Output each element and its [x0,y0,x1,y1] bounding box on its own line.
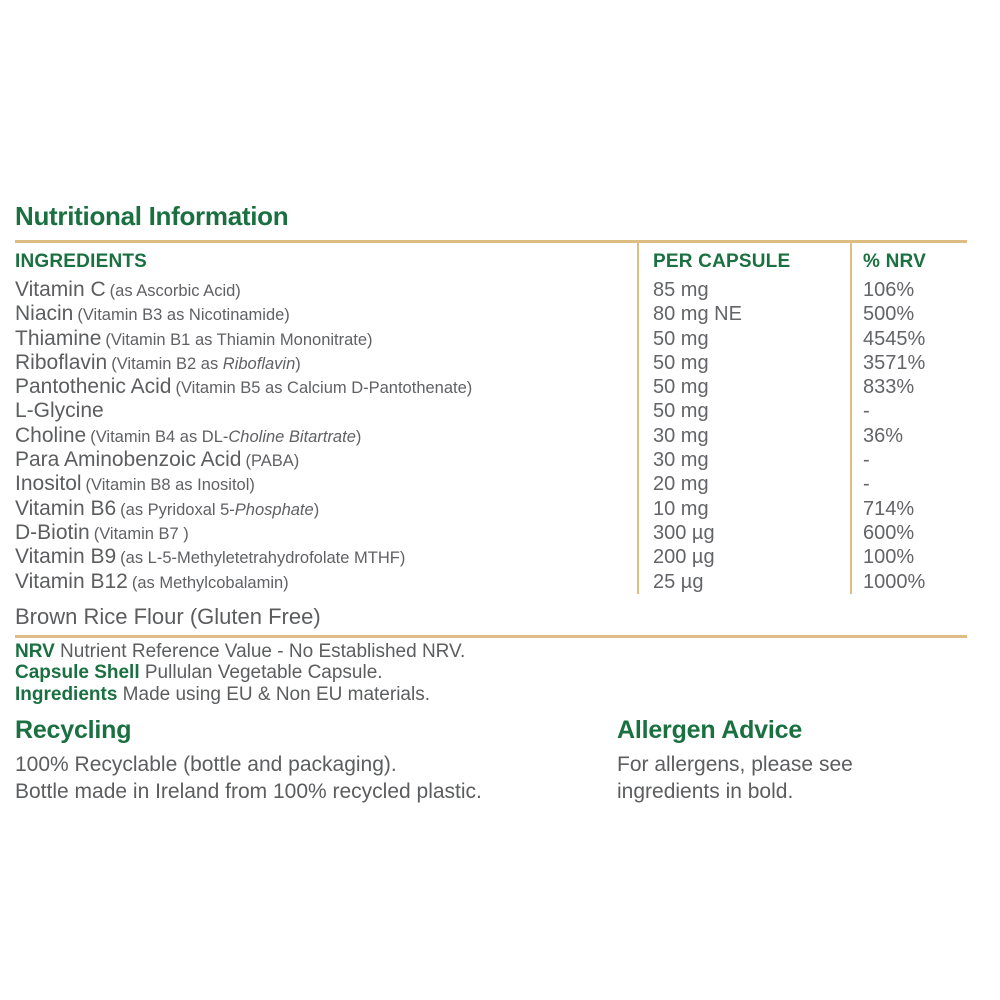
table-row [15,278,967,302]
amount-value: 50 mg [653,351,709,374]
nrv-value: 36% [863,424,904,447]
ingredient-name: Inositol [15,472,82,496]
amount-value: 20 mg [653,473,709,496]
nrv-value: - [863,400,870,423]
table-row [15,424,967,448]
footnote-ingredients: Ingredients Made using EU & Non EU materials. [15,683,430,705]
table-row [15,521,967,545]
amount-value: 50 mg [653,400,709,423]
amount-value: 80 mg NE [653,303,742,326]
ingredient-name: Vitamin B6 [15,496,117,520]
ingredient-name: Riboflavin [15,350,108,374]
ingredient-name: Vitamin B12 [15,569,128,593]
page-title: Nutritional Information [15,201,289,231]
base-ingredient: Brown Rice Flour (Gluten Free) [15,604,321,629]
recycling-line: Bottle made in Ireland from 100% recycled plastic. [15,779,482,803]
table-row [15,472,967,496]
footnote-capsule-shell: Capsule Shell Pullulan Vegetable Capsule. [15,662,383,684]
ingredient-name: Niacin [15,302,74,326]
table-header-row [15,243,967,278]
ingredient-detail: (Vitamin B2 as Riboflavin) [111,354,301,373]
table-row [15,351,967,375]
header-per-capsule: PER CAPSULE [653,251,791,272]
ingredient-name: Vitamin B9 [15,545,117,569]
table-row [15,302,967,326]
table-row [15,375,967,399]
ingredient-detail: (PABA) [245,452,300,471]
ingredient-detail: (as Methylcobalamin) [131,573,289,592]
table-row [15,448,967,472]
ingredient-detail: (Vitamin B1 as Thiamin Mononitrate) [105,330,373,349]
divider-bottom [15,635,967,638]
header-nrv: % NRV [863,251,926,272]
amount-value: 50 mg [653,327,709,350]
ingredient-detail: (Vitamin B4 as DL-Choline Bitartrate) [90,427,362,446]
allergen-line: ingredients in bold. [617,779,794,803]
ingredient-detail: (Vitamin B5 as Calcium D-Pantothenate) [175,379,473,398]
table-row [15,545,967,569]
ingredient-detail: (Vitamin B7 ) [93,524,189,543]
header-ingredients: INGREDIENTS [15,251,148,272]
amount-value: 25 µg [653,570,704,593]
ingredient-name: L-Glycine [15,399,104,423]
allergen-line: For allergens, please see [617,753,853,776]
nrv-value: 1000% [863,570,926,593]
amount-value: 30 mg [653,449,709,472]
footnotes [15,641,465,705]
nrv-value: - [863,449,870,472]
amount-value: 85 mg [653,279,709,301]
nrv-value: 714% [863,497,915,520]
amount-value: 200 µg [653,546,715,569]
column-divider-1 [637,243,639,594]
amount-value: 50 mg [653,376,709,399]
amount-value: 30 mg [653,424,709,447]
nutrition-table [15,243,967,594]
ingredient-name: D-Biotin [15,520,90,544]
table-row [15,497,967,521]
ingredient-name: Thiamine [15,326,102,350]
ingredient-name: Para Aminobenzoic Acid [15,448,242,472]
nrv-value: 106% [863,279,915,301]
ingredient-detail: (as Pyridoxal 5-Phosphate) [120,500,320,519]
nrv-value: 3571% [863,351,926,374]
recycling-heading: Recycling [15,716,132,744]
ingredient-name: Choline [15,423,87,447]
nrv-value: 4545% [863,327,926,350]
column-divider-2 [850,243,852,594]
table-row [15,327,967,351]
ingredient-name: Pantothenic Acid [15,375,172,399]
allergen-heading: Allergen Advice [617,716,803,744]
table-row [15,399,967,423]
nrv-value: 600% [863,521,915,544]
ingredient-detail: (as L-5-Methyletetrahydrofolate MTHF) [120,549,406,568]
recycling-section [15,716,605,805]
ingredient-detail: (Vitamin B8 as Inositol) [85,476,255,495]
table-row [15,570,967,594]
amount-value: 10 mg [653,497,709,520]
nrv-value: 833% [863,376,915,399]
nrv-value: 100% [863,546,915,569]
ingredient-detail: (Vitamin B3 as Nicotinamide) [77,306,290,325]
footnote-nrv: NRV Nutrient Reference Value - No Established NRV. [15,641,466,662]
recycling-line: 100% Recyclable (bottle and packaging). [15,753,397,776]
ingredient-detail: (as Ascorbic Acid) [109,282,241,300]
allergen-section [617,716,987,805]
ingredient-name: Vitamin C [15,278,106,301]
nrv-value: 500% [863,303,915,326]
nrv-value: - [863,473,870,496]
amount-value: 300 µg [653,521,715,544]
